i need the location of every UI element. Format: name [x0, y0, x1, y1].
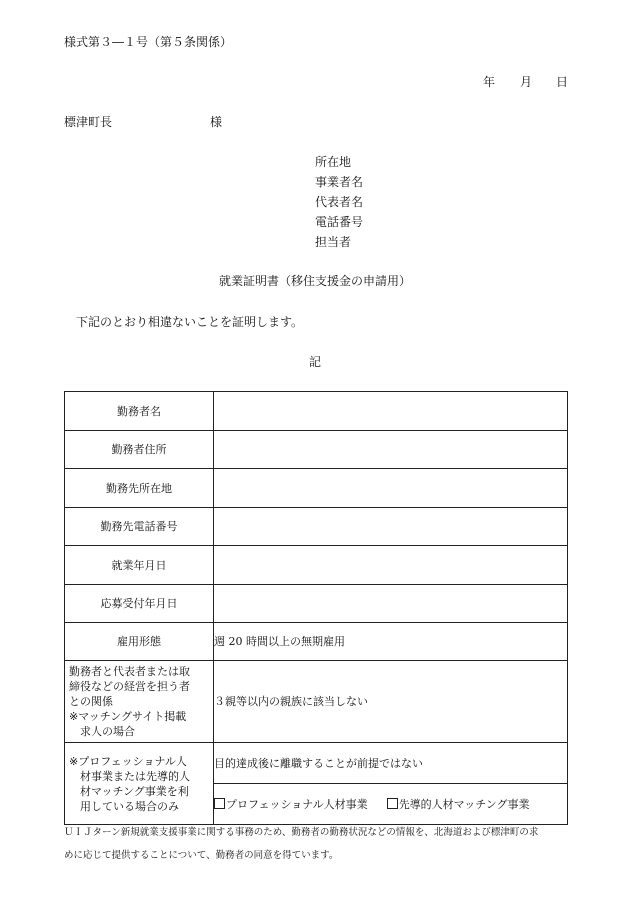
leading-talent-label: 先導的人材マッチング事業	[398, 797, 530, 811]
employment-date-field[interactable]	[214, 546, 568, 585]
professional-talent-label: プロフェッショナル人材事業	[226, 797, 368, 811]
addressee-suffix: 様	[210, 115, 223, 129]
employment-type-value: 週 20 時間以上の無期雇用	[214, 623, 568, 661]
applicant-field-representative: 代表者名	[315, 195, 364, 209]
table-row	[65, 508, 568, 546]
relation-note-line: ※マッチングサイト掲載	[69, 710, 187, 723]
relation-value: ３親等以内の親族に該当しない	[214, 661, 568, 743]
professional-label-line: ※プロフェッショナル人	[69, 754, 187, 768]
leading-talent-checkbox[interactable]	[387, 798, 398, 809]
professional-options	[214, 784, 568, 825]
table-row	[65, 546, 568, 585]
relation-label	[65, 661, 214, 743]
date-day: 日	[556, 75, 569, 89]
table-row	[65, 743, 568, 784]
row-label: 勤務者住所	[65, 431, 214, 469]
row-label: 就業年月日	[65, 546, 214, 585]
footnote-line: めに応じて提供することについて、勤務者の同意を得ています。	[64, 850, 339, 861]
professional-talent-checkbox[interactable]	[214, 798, 225, 809]
row-label: 応募受付年月日	[65, 585, 214, 623]
statement: 下記のとおり相違ないことを証明します。	[76, 315, 304, 329]
date-year: 年	[483, 75, 496, 89]
workplace-phone-field[interactable]	[214, 508, 568, 546]
application-date-field[interactable]	[214, 585, 568, 623]
date-month: 月	[520, 75, 533, 89]
footnote-line: ＵＩＪターン新規就業支援事業に関する事務のため、勤務者の勤務状況などの情報を、北海道および標津町の求	[64, 827, 539, 838]
table-row	[65, 392, 568, 431]
form-number: 様式第３―１号（第５条関係）	[64, 35, 233, 49]
table-row	[65, 623, 568, 661]
applicant-field-phone: 電話番号	[315, 215, 364, 229]
certificate-table	[64, 391, 568, 825]
worker-address-field[interactable]	[214, 431, 568, 469]
professional-label-line: 材マッチング事業を利	[80, 784, 189, 798]
applicant-field-contact: 担当者	[315, 235, 352, 249]
relation-label-line: 締役などの経営を担う者	[69, 680, 190, 693]
row-label: 雇用形態	[65, 623, 214, 661]
applicant-field-business-name: 事業者名	[315, 175, 364, 189]
professional-label-line: 用している場合のみ	[80, 799, 179, 813]
ki-heading: 記	[308, 355, 321, 369]
document-title: 就業証明書（移住支援金の申請用）	[218, 274, 411, 288]
relation-note-line: 求人の場合	[80, 725, 135, 738]
table-row	[65, 661, 568, 743]
professional-condition-value: 目的達成後に離職することが前提ではない	[214, 743, 568, 784]
workplace-address-field[interactable]	[214, 469, 568, 508]
row-label: 勤務先所在地	[65, 469, 214, 508]
relation-label-line: 勤務者と代表者または取	[69, 665, 190, 678]
table-row	[65, 585, 568, 623]
row-label: 勤務先電話番号	[65, 508, 214, 546]
worker-name-field[interactable]	[214, 392, 568, 431]
table-row	[65, 431, 568, 469]
addressee-name: 標津町長	[64, 115, 113, 129]
professional-label-line: 材事業または先導的人	[80, 769, 190, 783]
professional-label	[65, 743, 214, 825]
row-label: 勤務者名	[65, 392, 214, 431]
applicant-field-address: 所在地	[315, 155, 352, 169]
table-row	[65, 469, 568, 508]
relation-label-line: との関係	[69, 695, 113, 708]
